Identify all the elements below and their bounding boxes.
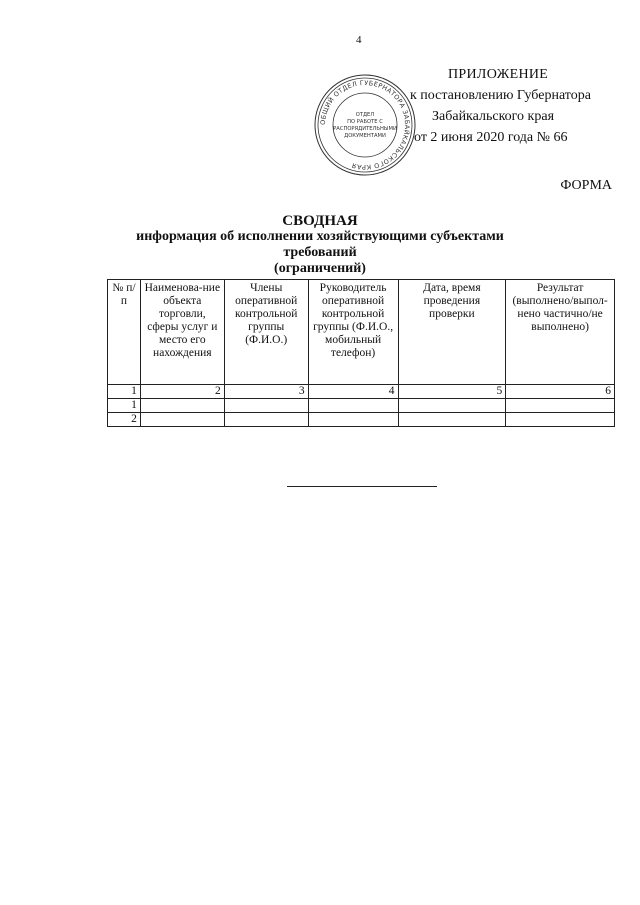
title-line-2: информация об исполнении хозяйствующими субъектами требований <box>136 229 504 260</box>
header-inspection-datetime: Дата, время проведения проверки <box>398 280 506 385</box>
appendix-line-region: Забайкальского края <box>432 109 555 124</box>
column-number-cell: 6 <box>506 385 615 399</box>
table-cell <box>506 413 615 427</box>
table-header-row <box>108 280 615 385</box>
table-cell <box>506 399 615 413</box>
title-line-1: СВОДНАЯ <box>282 213 358 229</box>
column-number-cell: 5 <box>398 385 506 399</box>
form-label: ФОРМА <box>560 178 612 193</box>
appendix-block <box>410 64 620 148</box>
header-number: № п/п <box>108 280 141 385</box>
table-cell <box>140 399 224 413</box>
report-table <box>107 279 615 427</box>
table-row <box>108 413 615 427</box>
header-group-leader: Руководитель оперативной контрольной группы (Ф.И.О., мобильный телефон) <box>308 280 398 385</box>
table-row <box>108 399 615 413</box>
appendix-line-date: от 2 июня 2020 года № 66 <box>414 130 568 145</box>
closing-divider-line <box>287 486 437 487</box>
table-cell <box>224 399 308 413</box>
header-object-name: Наименова-ние объекта торговли, сферы услуг и место его нахождения <box>140 280 224 385</box>
header-result: Результат (выполнено/выпол-нено частично/не выполнено) <box>506 280 615 385</box>
row-index-cell: 2 <box>108 413 141 427</box>
appendix-line-resolution: к постановлению Губернатора <box>410 88 591 103</box>
appendix-heading: ПРИЛОЖЕНИЕ <box>448 67 549 82</box>
document-title <box>100 213 540 277</box>
table-cell <box>308 399 398 413</box>
page-number: 4 <box>356 34 362 46</box>
stamp-center-line-2: ПО РАБОТЕ С <box>347 119 383 125</box>
table-cell <box>398 413 506 427</box>
stamp-center-line-4: ДОКУМЕНТАМИ <box>344 133 386 139</box>
table-cell <box>398 399 506 413</box>
header-group-members: Члены оперативной контрольной группы (Ф.И.О.) <box>224 280 308 385</box>
row-index-cell: 1 <box>108 399 141 413</box>
column-number-cell: 1 <box>108 385 141 399</box>
title-line-3: (ограничений) <box>274 261 366 276</box>
table-cell <box>308 413 398 427</box>
table-cell <box>140 413 224 427</box>
column-number-cell: 3 <box>224 385 308 399</box>
stamp-center-line-3: РАСПОРЯДИТЕЛЬНЫМИ <box>333 126 397 132</box>
stamp-ring-text: ОБЩИЙ ОТДЕЛ ГУБЕРНАТОРА ЗАБАЙКАЛЬСКОГО КРАЯ <box>318 78 412 172</box>
column-number-cell: 4 <box>308 385 398 399</box>
table-cell <box>224 413 308 427</box>
stamp-center-line-1: ОТДЕЛ <box>355 112 375 118</box>
column-number-row <box>108 385 615 399</box>
column-number-cell: 2 <box>140 385 224 399</box>
official-stamp-seal <box>313 73 417 177</box>
